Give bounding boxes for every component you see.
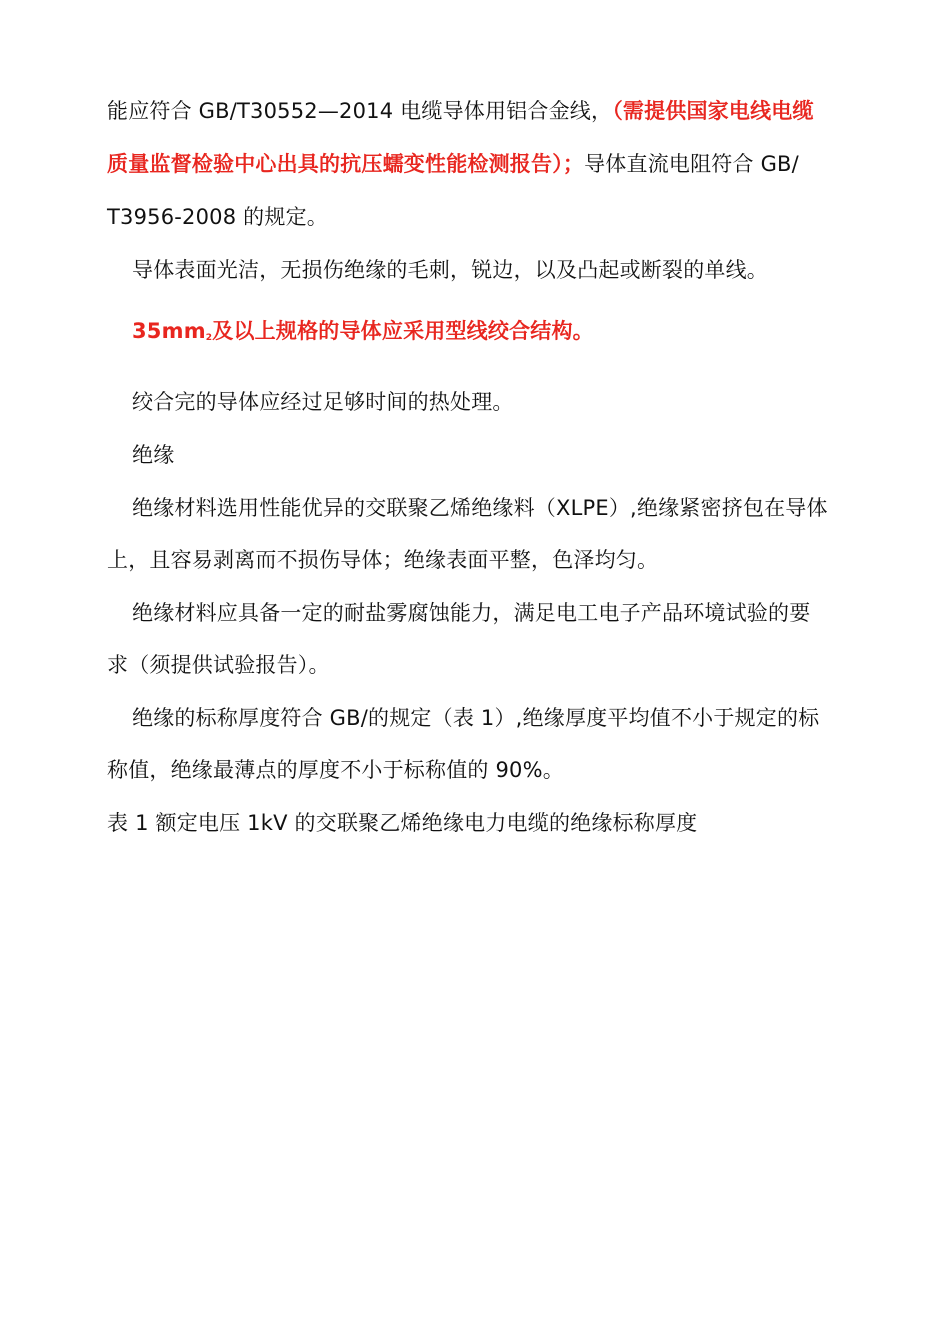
body-text: 能应符合 GB/T30552—2014 电缆导体用铝合金线，	[107, 99, 613, 123]
body-text: 导体直流电阻符合 GB/	[584, 152, 799, 176]
highlighted-text: （需提供国家电线电缆	[612, 99, 814, 123]
paragraph-line: 称值，绝缘最薄点的厚度不小于标称值的 90%。	[107, 758, 564, 782]
paragraph-stranded-structure	[132, 318, 594, 351]
paragraph-line: 绝缘材料选用性能优异的交联聚乙烯绝缘料（XLPE）,绝缘紧密挤包在导体	[132, 496, 828, 520]
paragraph-line: 绝缘的标称厚度符合 GB/的规定（表 1）,绝缘厚度平均值不小于规定的标	[132, 706, 820, 730]
table-caption: 表 1 额定电压 1kV 的交联聚乙烯绝缘电力电缆的绝缘标称厚度	[107, 811, 698, 835]
cross-section-value: 35mm	[132, 319, 206, 343]
paragraph-conductor-surface: 导体表面光洁，无损伤绝缘的毛刺，锐边，以及凸起或断裂的单线。	[132, 258, 768, 282]
paragraph-line: 上，且容易剥离而不损伤导体；绝缘表面平整，色泽均匀。	[107, 548, 659, 572]
paragraph-line: T3956-2008 的规定。	[107, 205, 328, 229]
highlighted-text: 质量监督检验中心出具的抗压蠕变性能检测报告）；	[107, 152, 585, 176]
paragraph-line: 求（须提供试验报告）。	[107, 653, 330, 677]
section-heading-insulation: 绝缘	[132, 443, 175, 467]
unit-superscript: 2	[205, 333, 213, 343]
paragraph-heat-treatment: 绞合完的导体应经过足够时间的热处理。	[132, 390, 514, 414]
paragraph-line: 绝缘材料应具备一定的耐盐雾腐蚀能力，满足电工电子产品环境试验的要	[132, 601, 811, 625]
structure-requirement: 及以上规格的导体应采用型线绞合结构。	[212, 319, 594, 343]
paragraph-line	[107, 98, 814, 124]
paragraph-line	[107, 151, 799, 177]
